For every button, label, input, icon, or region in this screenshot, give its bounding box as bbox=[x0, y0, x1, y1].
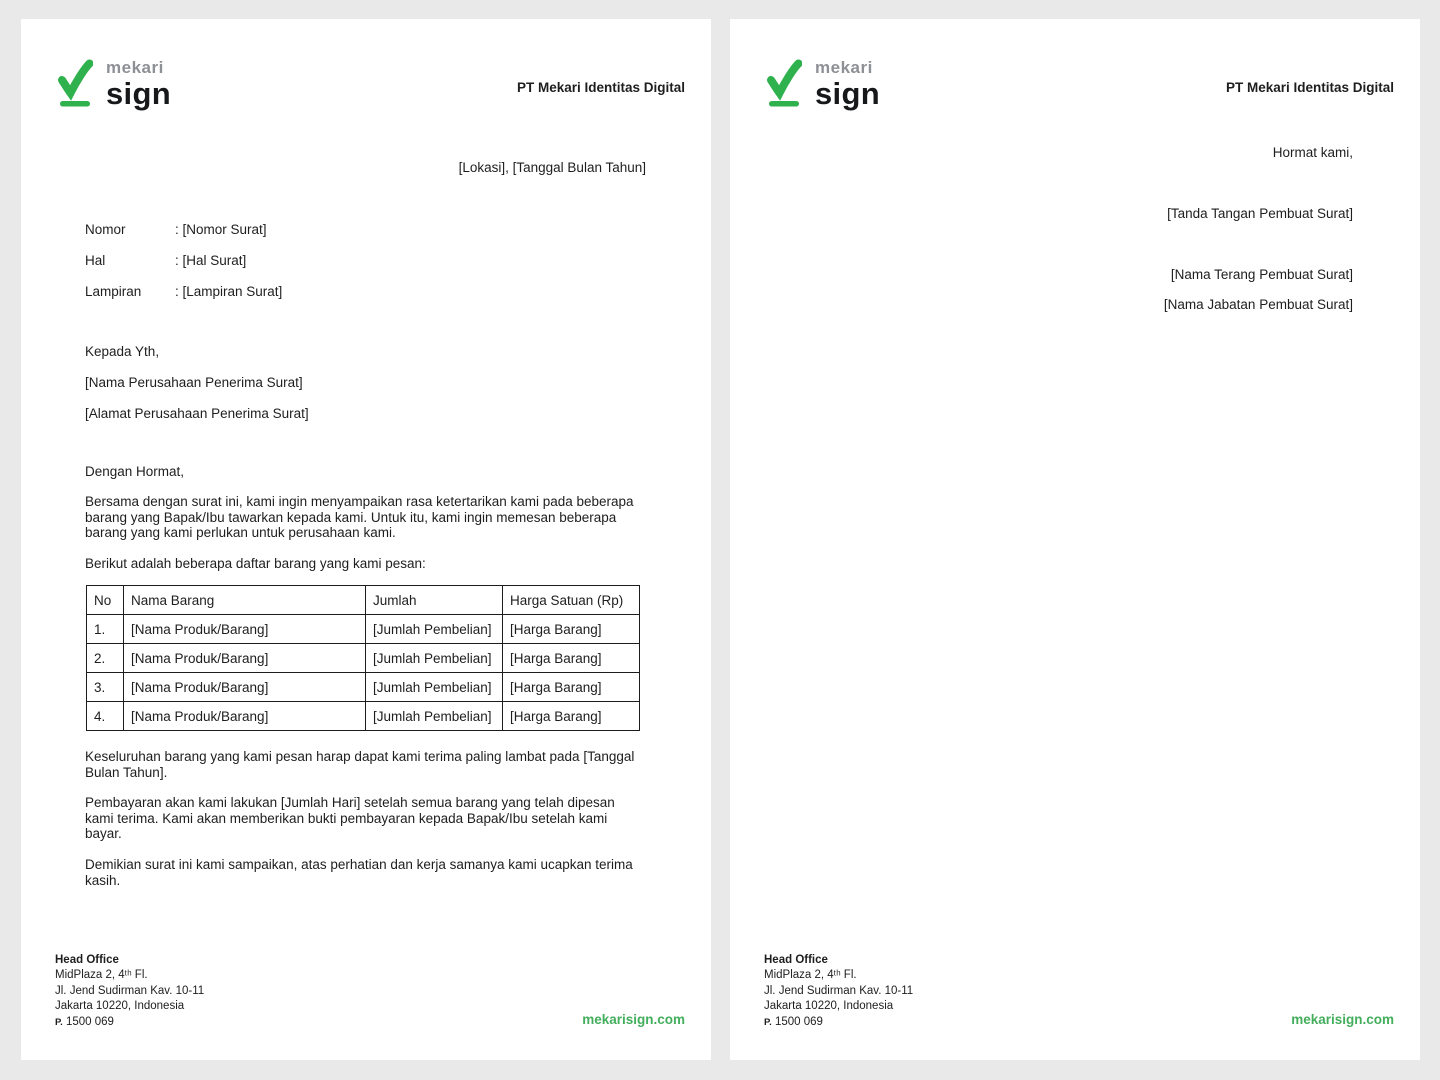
table-row bbox=[87, 673, 640, 702]
table-intro-line: Berikut adalah beberapa daftar barang yang kami pesan: bbox=[85, 556, 426, 571]
letter-date-line: [Lokasi], [Tanggal Bulan Tahun] bbox=[458, 160, 646, 175]
paragraph-intro bbox=[85, 494, 645, 541]
logo-wordmark bbox=[815, 58, 880, 111]
paragraph-line: kami terima. Kami akan memberikan bukti pembayaran kepada Bapak/Ibu setelah kami bbox=[85, 810, 608, 826]
col-header-no: No bbox=[87, 586, 124, 615]
cell-jumlah: [Jumlah Pembelian] bbox=[366, 702, 503, 731]
meta-value: : [Hal Surat] bbox=[175, 253, 247, 269]
paragraph-closing bbox=[85, 857, 645, 888]
col-header-jumlah: Jumlah bbox=[366, 586, 503, 615]
table-row bbox=[87, 702, 640, 731]
cell-nama-barang: [Nama Produk/Barang] bbox=[124, 644, 366, 673]
website-link[interactable]: mekarisign.com bbox=[582, 1012, 685, 1027]
order-items-table bbox=[86, 585, 640, 731]
phone-number: 1500 069 bbox=[65, 1015, 114, 1028]
phone-number: 1500 069 bbox=[774, 1015, 823, 1028]
checkmark-icon bbox=[57, 59, 93, 109]
footer-address-line: MidPlaza 2, 4ᵗʰ Fl. bbox=[55, 969, 148, 982]
page-footer bbox=[55, 953, 204, 1030]
footer-address-line: MidPlaza 2, 4ᵗʰ Fl. bbox=[764, 969, 857, 982]
cell-nama-barang: [Nama Produk/Barang] bbox=[124, 615, 366, 644]
cell-jumlah: [Jumlah Pembelian] bbox=[366, 644, 503, 673]
cell-jumlah: [Jumlah Pembelian] bbox=[366, 673, 503, 702]
recipient-line: [Alamat Perusahaan Penerima Surat] bbox=[85, 405, 309, 421]
footer-address-line: Jl. Jend Sudirman Kav. 10-11 bbox=[764, 984, 914, 997]
logo-word-sign: sign bbox=[106, 75, 171, 111]
mekari-sign-logo bbox=[57, 59, 171, 109]
cell-no: 2. bbox=[87, 644, 124, 673]
cell-harga: [Harga Barang] bbox=[503, 615, 640, 644]
footer-address-line: Jakarta 10220, Indonesia bbox=[764, 1000, 894, 1013]
paragraph-line: Bulan Tahun]. bbox=[85, 764, 168, 780]
signoff-closing: Hormat kami, bbox=[1272, 145, 1353, 160]
footer-phone-line bbox=[55, 1015, 204, 1030]
document-page-2 bbox=[730, 19, 1420, 1060]
meta-row-hal bbox=[85, 246, 282, 277]
signer-name-placeholder: [Nama Terang Pembuat Surat] bbox=[1170, 267, 1353, 282]
logo-word-mekari: mekari bbox=[815, 58, 873, 77]
cell-no: 4. bbox=[87, 702, 124, 731]
cell-harga: [Harga Barang] bbox=[503, 702, 640, 731]
checkmark-icon bbox=[766, 59, 802, 109]
phone-prefix: P. bbox=[55, 1016, 63, 1028]
logo-word-sign: sign bbox=[815, 75, 880, 111]
cell-nama-barang: [Nama Produk/Barang] bbox=[124, 673, 366, 702]
salutation: Dengan Hormat, bbox=[85, 464, 185, 479]
footer-office-label: Head Office bbox=[55, 954, 119, 966]
company-name: PT Mekari Identitas Digital bbox=[1225, 80, 1394, 95]
cell-nama-barang: [Nama Produk/Barang] bbox=[124, 702, 366, 731]
logo-wordmark bbox=[106, 58, 171, 111]
meta-row-nomor bbox=[85, 215, 282, 246]
paragraph-line: Pembayaran akan kami lakukan [Jumlah Hari] setelah semua barang yang telah dipesan bbox=[85, 795, 615, 810]
meta-value: : [Nomor Surat] bbox=[175, 222, 267, 238]
footer-address-line: Jakarta 10220, Indonesia bbox=[55, 1000, 185, 1013]
meta-value: : [Lampiran Surat] bbox=[175, 283, 283, 299]
footer-office-label: Head Office bbox=[764, 954, 828, 966]
mekari-sign-logo bbox=[766, 59, 880, 109]
meta-row-lampiran bbox=[85, 276, 282, 307]
table-header-row bbox=[87, 586, 640, 615]
footer-address-line: Jl. Jend Sudirman Kav. 10-11 bbox=[55, 984, 205, 997]
paragraph-line: Bersama dengan surat ini, kami ingin menyampaikan rasa ketertarikan kami pada beberapa bbox=[85, 494, 634, 509]
meta-label: Lampiran bbox=[85, 283, 142, 299]
letter-meta-block bbox=[85, 215, 282, 307]
col-header-nama-barang: Nama Barang bbox=[124, 586, 366, 615]
meta-label: Hal bbox=[85, 253, 106, 269]
cell-no: 3. bbox=[87, 673, 124, 702]
paragraph-line: barang yang Bapak/Ibu tawarkan kepada kami. Untuk itu, kami ingin memesan beberapa bbox=[85, 509, 617, 525]
table-row bbox=[87, 644, 640, 673]
paragraph-line: Demikian surat ini kami sampaikan, atas perhatian dan kerja samanya kami ucapkan terima bbox=[85, 857, 633, 872]
signer-title-placeholder: [Nama Jabatan Pembuat Surat] bbox=[1163, 297, 1353, 312]
recipient-line: Kepada Yth, bbox=[85, 344, 160, 360]
paragraph-line: Keseluruhan barang yang kami pesan harap dapat kami terima paling lambat pada [Tanggal bbox=[85, 749, 635, 764]
paragraph-line: barang yang kami perlukan untuk perusahaan kami. bbox=[85, 525, 396, 541]
paragraph-payment bbox=[85, 795, 645, 842]
table-row bbox=[87, 615, 640, 644]
cell-jumlah: [Jumlah Pembelian] bbox=[366, 615, 503, 644]
paragraph-line: bayar. bbox=[85, 826, 122, 842]
footer-phone-line bbox=[764, 1015, 913, 1030]
company-name: PT Mekari Identitas Digital bbox=[516, 80, 685, 95]
paragraph-deadline bbox=[85, 749, 645, 780]
cell-harga: [Harga Barang] bbox=[503, 673, 640, 702]
logo-word-mekari: mekari bbox=[106, 58, 164, 77]
paragraph-line: kasih. bbox=[85, 872, 121, 888]
phone-prefix: P. bbox=[764, 1016, 772, 1028]
document-page-1 bbox=[21, 19, 711, 1060]
recipient-line: [Nama Perusahaan Penerima Surat] bbox=[85, 375, 303, 391]
cell-harga: [Harga Barang] bbox=[503, 644, 640, 673]
cell-no: 1. bbox=[87, 615, 124, 644]
signature-placeholder: [Tanda Tangan Pembuat Surat] bbox=[1167, 206, 1353, 221]
recipient-block bbox=[85, 337, 309, 429]
col-header-harga: Harga Satuan (Rp) bbox=[503, 586, 640, 615]
website-link[interactable]: mekarisign.com bbox=[1291, 1012, 1394, 1027]
meta-label: Nomor bbox=[85, 222, 126, 238]
page-footer bbox=[764, 953, 913, 1030]
